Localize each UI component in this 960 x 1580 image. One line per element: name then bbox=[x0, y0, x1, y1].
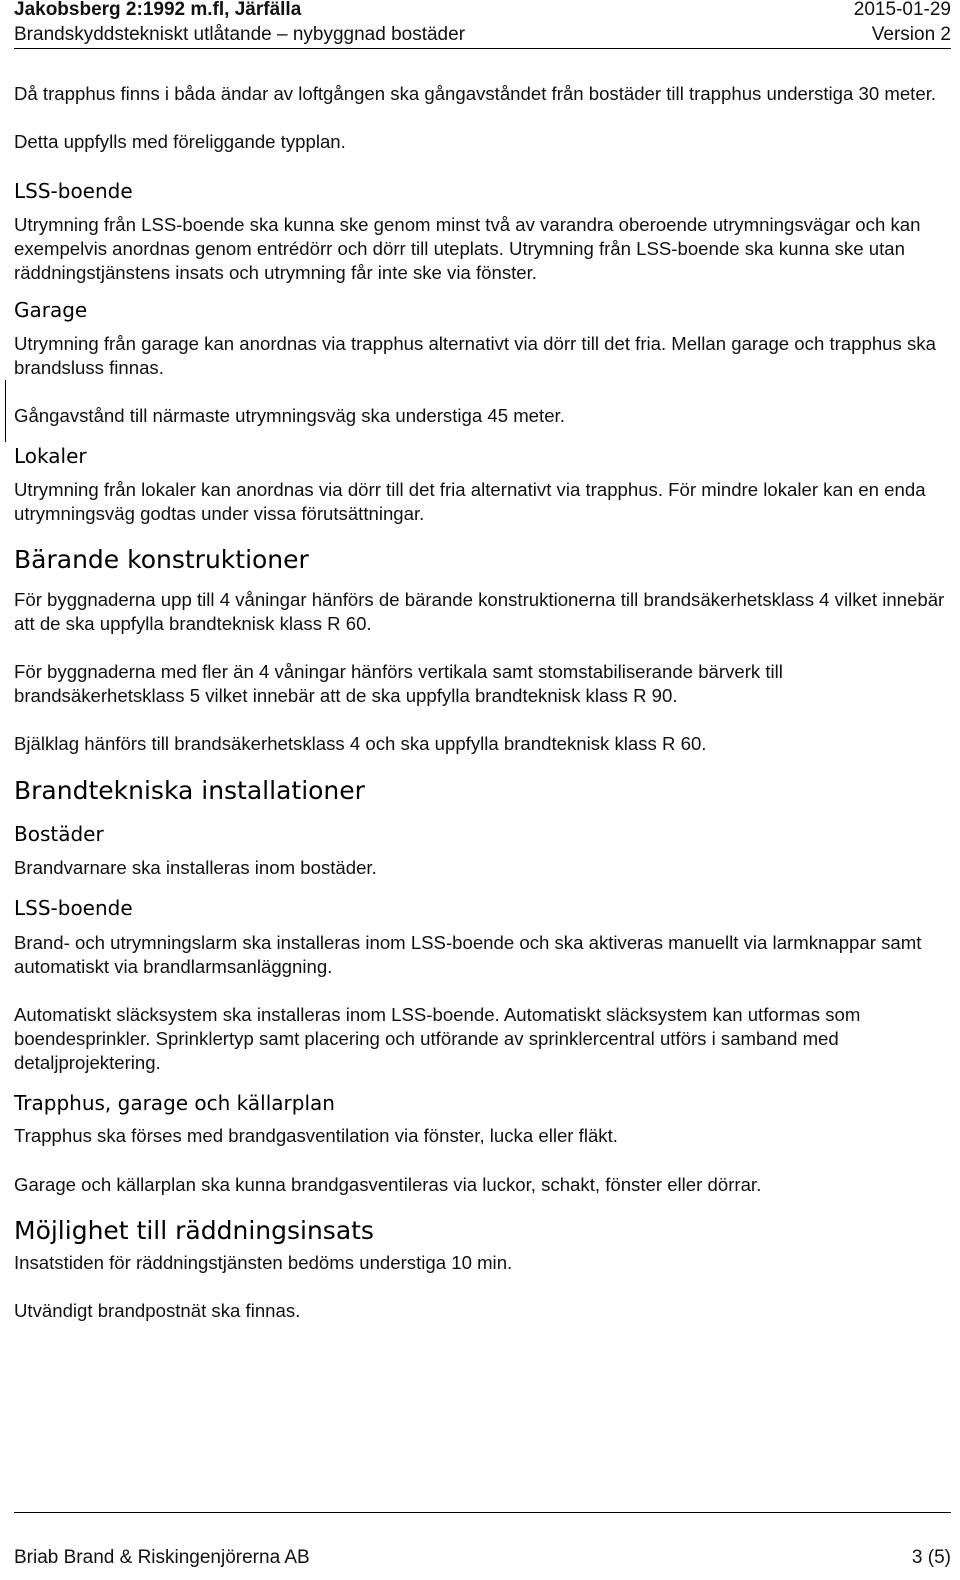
paragraph: Trapphus ska förses med brandgasventilation via fönster, lucka eller fläkt. bbox=[14, 1125, 618, 1146]
section-heading-trapphus: Trapphus, garage och källarplan bbox=[14, 1091, 335, 1115]
paragraph: Insatstiden för räddningstjänsten bedöms understiga 10 min. bbox=[14, 1252, 513, 1273]
section-heading-bostader: Bostäder bbox=[14, 822, 104, 846]
page-header bbox=[14, 0, 951, 49]
heading-brandtekniska-installationer: Brandtekniska installationer bbox=[14, 776, 365, 805]
paragraph: Automatiskt släcksystem ska installeras inom LSS-boende. Automatiskt släcksystem kan utformas som boendesprinkler. Sprinklertyp samt placering och utförande av sprinklercentral utförs i samband med detaljprojektering. bbox=[14, 1004, 861, 1073]
section-heading-lss-boende: LSS-boende bbox=[14, 896, 133, 920]
paragraph: Utrymning från LSS-boende ska kunna ske genom minst två av varandra oberoende utrymningsvägar och kan exempelvis anordnas genom entrédörr och dörr till uteplats. Utrymning från LSS-boende ska kunna ske utan räddningstjänstens insats och utrymning får inte ske via fönster. bbox=[14, 214, 921, 283]
paragraph: Då trapphus finns i båda ändar av loftgången ska gångavståndet från bostäder till trapphus understiga 30 meter. bbox=[14, 83, 937, 104]
document-subtitle: Brandskyddstekniskt utlåtande – nybyggnad bostäder bbox=[14, 24, 466, 45]
section-heading-lss-boende: LSS-boende bbox=[14, 179, 133, 203]
document-title: Jakobsberg 2:1992 m.fl, Järfälla bbox=[14, 0, 302, 20]
paragraph: Utvändigt brandpostnät ska finnas. bbox=[14, 1300, 301, 1321]
page-footer bbox=[14, 1512, 951, 1570]
heading-barande-konstruktioner: Bärande konstruktioner bbox=[14, 545, 309, 574]
section-heading-lokaler: Lokaler bbox=[14, 444, 87, 468]
document-date: 2015-01-29 bbox=[853, 0, 951, 20]
paragraph: Gångavstånd till närmaste utrymningsväg ska understiga 45 meter. bbox=[14, 405, 565, 426]
page-number: 3 (5) bbox=[911, 1547, 951, 1568]
paragraph: Utrymning från garage kan anordnas via trapphus alternativt via dörr till det fria. Mellan garage och trapphus ska brandsluss finnas. bbox=[14, 333, 936, 378]
paragraph: Detta uppfylls med föreliggande typplan. bbox=[14, 131, 346, 152]
heading-mojlighet-till-raddningsinsats: Möjlighet till räddningsinsats bbox=[14, 1216, 374, 1245]
footer-company: Briab Brand & Riskingenjörerna AB bbox=[14, 1547, 310, 1568]
document-version: Version 2 bbox=[871, 24, 951, 45]
paragraph: Brandvarnare ska installeras inom bostäder. bbox=[14, 857, 377, 878]
paragraph: Utrymning från lokaler kan anordnas via dörr till det fria alternativt via trapphus. För mindre lokaler kan en enda utrymningsväg godtas under vissa förutsättningar. bbox=[14, 479, 926, 524]
change-bar bbox=[5, 380, 6, 442]
paragraph: För byggnaderna med fler än 4 våningar hänförs vertikala samt stomstabiliserande bärverk till brandsäkerhetsklass 5 vilket innebär att de ska uppfylla brandteknisk klass R 90. bbox=[14, 661, 783, 706]
paragraph: Brand- och utrymningslarm ska installeras inom LSS-boende och ska aktiveras manuellt via larmknappar samt automatiskt via brandlarmsanläggning. bbox=[14, 932, 922, 977]
paragraph: Bjälklag hänförs till brandsäkerhetsklass 4 och ska uppfylla brandteknisk klass R 60. bbox=[14, 733, 707, 754]
section-heading-garage: Garage bbox=[14, 298, 88, 322]
document-body bbox=[14, 82, 950, 1323]
paragraph: För byggnaderna upp till 4 våningar hänförs de bärande konstruktionerna till brandsäkerhetsklass 4 vilket innebär att de ska uppfylla brandteknisk klass R 60. bbox=[14, 589, 945, 634]
paragraph: Garage och källarplan ska kunna brandgasventileras via luckor, schakt, fönster eller dörrar. bbox=[14, 1174, 762, 1195]
